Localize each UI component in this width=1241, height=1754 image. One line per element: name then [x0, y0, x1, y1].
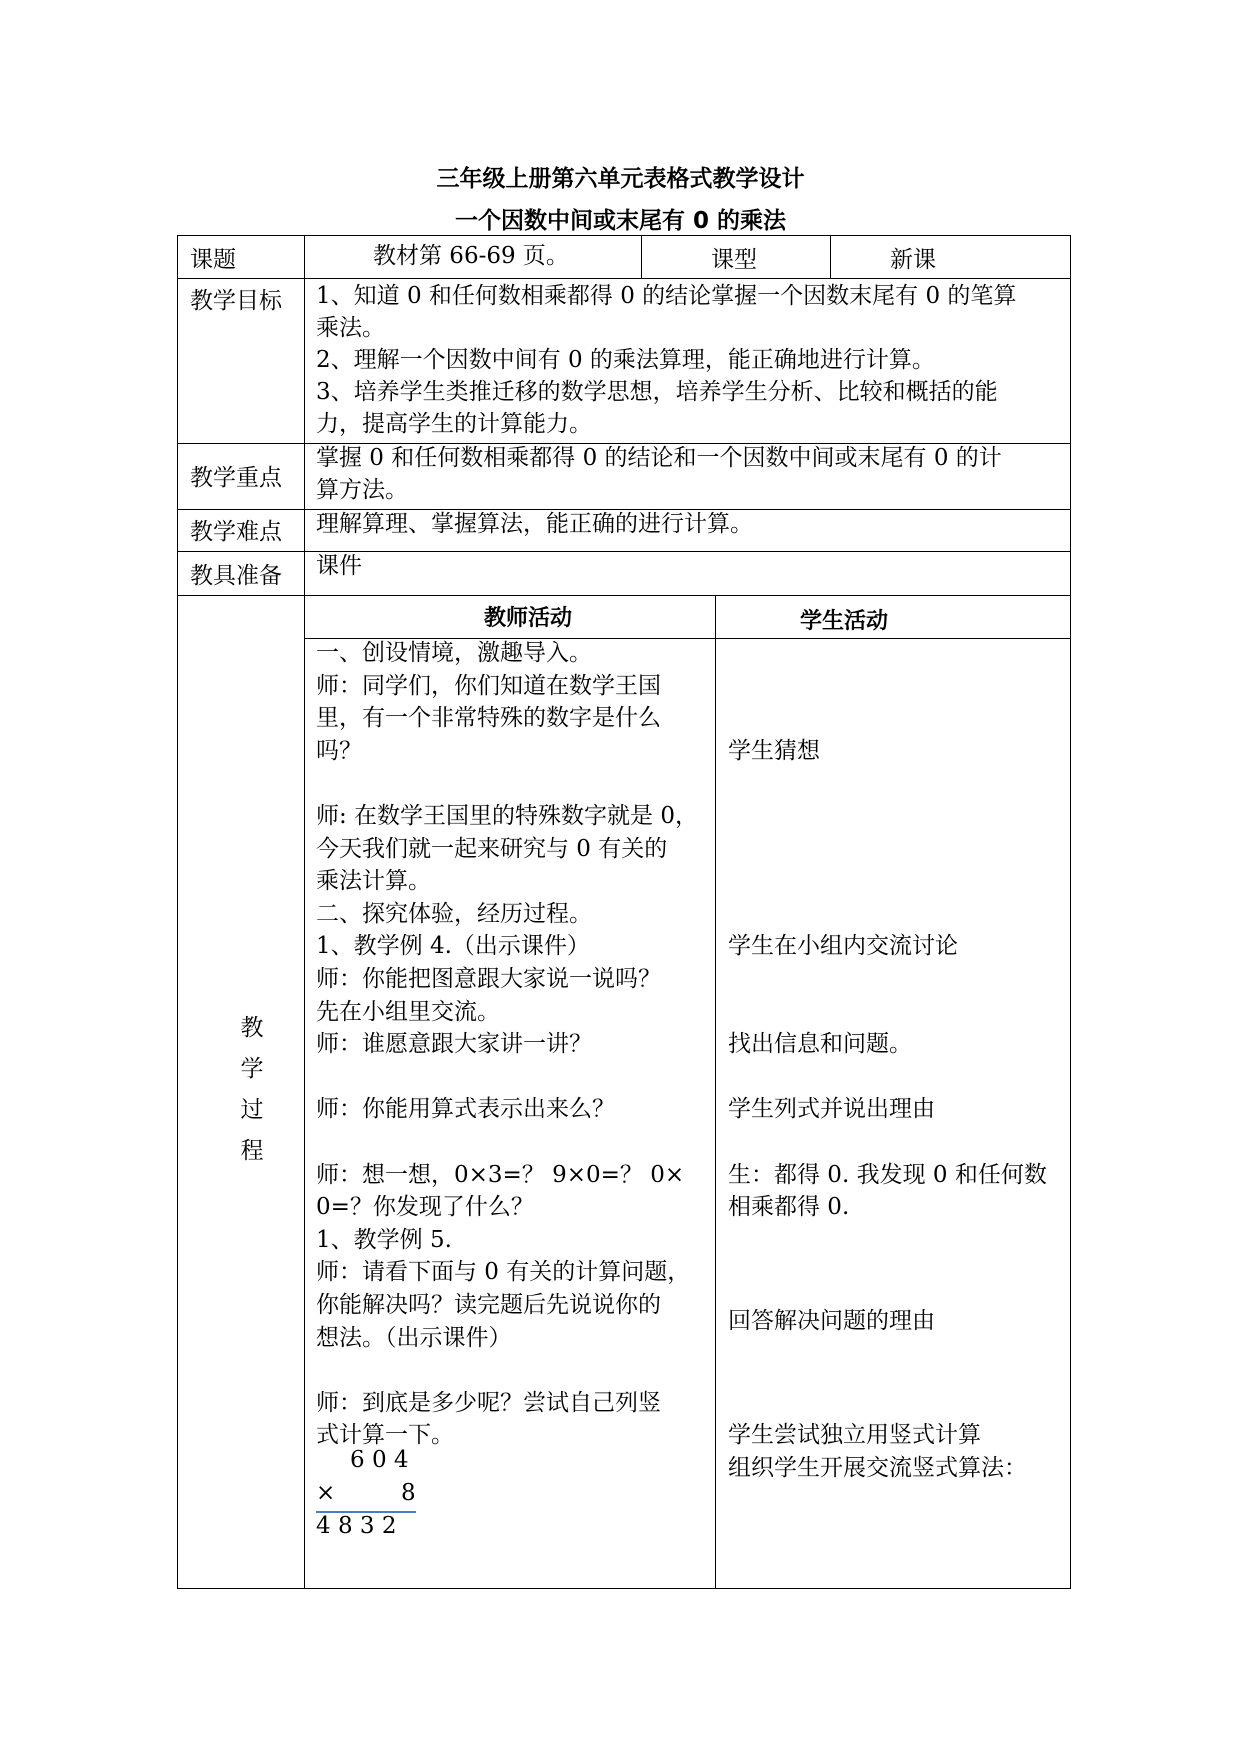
teacher-line: 想法。（出示课件）: [316, 1324, 512, 1351]
student-line: 生：都得 0. 我发现 0 和任何数: [728, 1161, 1047, 1188]
teacher-line: 二、探究体验，经历过程。: [316, 900, 592, 927]
process-label-char: 过: [240, 1097, 264, 1123]
student-activity-header: 学生活动: [800, 609, 889, 634]
teacher-line: 师：同学们，你们知道在数学王国: [316, 672, 661, 699]
calc-product: 4 8 3 2: [316, 1513, 397, 1539]
teacher-line: 0=？你发现了什么？: [316, 1194, 534, 1221]
process-label-char: 学: [240, 1056, 264, 1082]
teacher-activity-header: 教师活动: [484, 606, 573, 631]
student-line: 学生猜想: [728, 737, 820, 764]
teacher-line: 1、教学例 5.: [316, 1226, 452, 1253]
row-divider: [177, 278, 1071, 279]
calc-operator: ×: [316, 1480, 336, 1506]
teacher-line: 师: 在数学王国里的特殊数字就是 0，: [316, 803, 699, 829]
row-divider: [177, 595, 1071, 596]
tools-value: 课件: [316, 553, 362, 579]
student-line: 学生尝试独立用竖式计算: [728, 1422, 981, 1449]
teacher-line: 式计算一下。: [316, 1422, 454, 1449]
goal-line: 2、理解一个因数中间有 0 的乘法算理，能正确地进行计算。: [316, 347, 935, 373]
teacher-line: 师：请看下面与 0 有关的计算问题，: [316, 1259, 691, 1286]
teacher-line: 乘法计算。: [316, 868, 431, 895]
student-line: 相乘都得 0.: [728, 1194, 850, 1221]
difficulty-label: 教学难点: [190, 519, 282, 545]
goal-line: 乘法。: [316, 315, 385, 341]
process-label-char: 教: [240, 1015, 264, 1041]
teacher-line: 师：你能用算式表示出来么？: [316, 1096, 615, 1123]
difficulty-value: 理解算理、掌握算法，能正确的进行计算。: [316, 511, 753, 537]
type-label: 课型: [711, 247, 757, 273]
topic-label: 课题: [190, 247, 236, 273]
type-value: 新课: [890, 247, 936, 273]
teacher-line: 师：到底是多少呢？尝试自己列竖: [316, 1389, 661, 1416]
teacher-line: 里，有一个非常特殊的数字是什么: [316, 705, 661, 732]
student-line: 找出信息和问题。: [728, 1031, 912, 1058]
teacher-line: 先在小组里交流。: [316, 998, 500, 1025]
teacher-line: 今天我们就一起来研究与 0 有关的: [316, 835, 668, 862]
activity-divider: [715, 595, 716, 1589]
tools-label: 教具准备: [190, 563, 282, 589]
key-label: 教学重点: [190, 465, 282, 491]
document-subtitle: 一个因数中间或末尾有 0 的乘法: [454, 208, 787, 234]
cell-divider: [641, 235, 642, 278]
key-line: 算方法。: [316, 477, 408, 503]
process-label: [237, 1008, 267, 1172]
goal-line: 力，提高学生的计算能力。: [316, 411, 592, 437]
student-line: 组织学生开展交流竖式算法：: [728, 1455, 1027, 1481]
teacher-line: 你能解决吗？读完题后先说说你的: [316, 1292, 661, 1318]
teacher-line: 师：你能把图意跟大家说一说吗？: [316, 966, 661, 992]
row-divider: [177, 551, 1071, 552]
teacher-line: 师：想一想，0×3=？ 9×0=？ 0×: [316, 1161, 685, 1188]
student-line: 学生列式并说出理由: [728, 1096, 935, 1123]
teacher-line: 1、教学例 4.（出示课件）: [316, 933, 590, 960]
goal-label: 教学目标: [190, 288, 282, 314]
calc-multiplicand: 6 0 4: [350, 1447, 409, 1473]
teacher-line: 一、创设情境，激趣导入。: [316, 640, 592, 666]
teacher-line: 吗？: [316, 737, 362, 764]
document-title: 三年级上册第六单元表格式教学设计: [436, 166, 805, 192]
calc-multiplier: 8: [401, 1480, 416, 1506]
column-divider: [304, 235, 305, 1589]
goal-line: 1、知道 0 和任何数相乘都得 0 的结论掌握一个因数末尾有 0 的笔算: [316, 283, 1017, 309]
student-line: 学生在小组内交流讨论: [728, 933, 958, 960]
cell-divider: [830, 235, 831, 278]
process-label-char: 程: [240, 1138, 264, 1164]
teacher-line: 师：谁愿意跟大家讲一讲？: [316, 1031, 592, 1058]
student-line: 回答解决问题的理由: [728, 1308, 935, 1335]
topic-value: 教材第 66-69 页。: [373, 243, 569, 269]
key-line: 掌握 0 和任何数相乘都得 0 的结论和一个因数中间或末尾有 0 的计: [316, 445, 1002, 471]
goal-line: 3、培养学生类推迁移的数学思想，培养学生分析、比较和概括的能: [316, 379, 998, 405]
